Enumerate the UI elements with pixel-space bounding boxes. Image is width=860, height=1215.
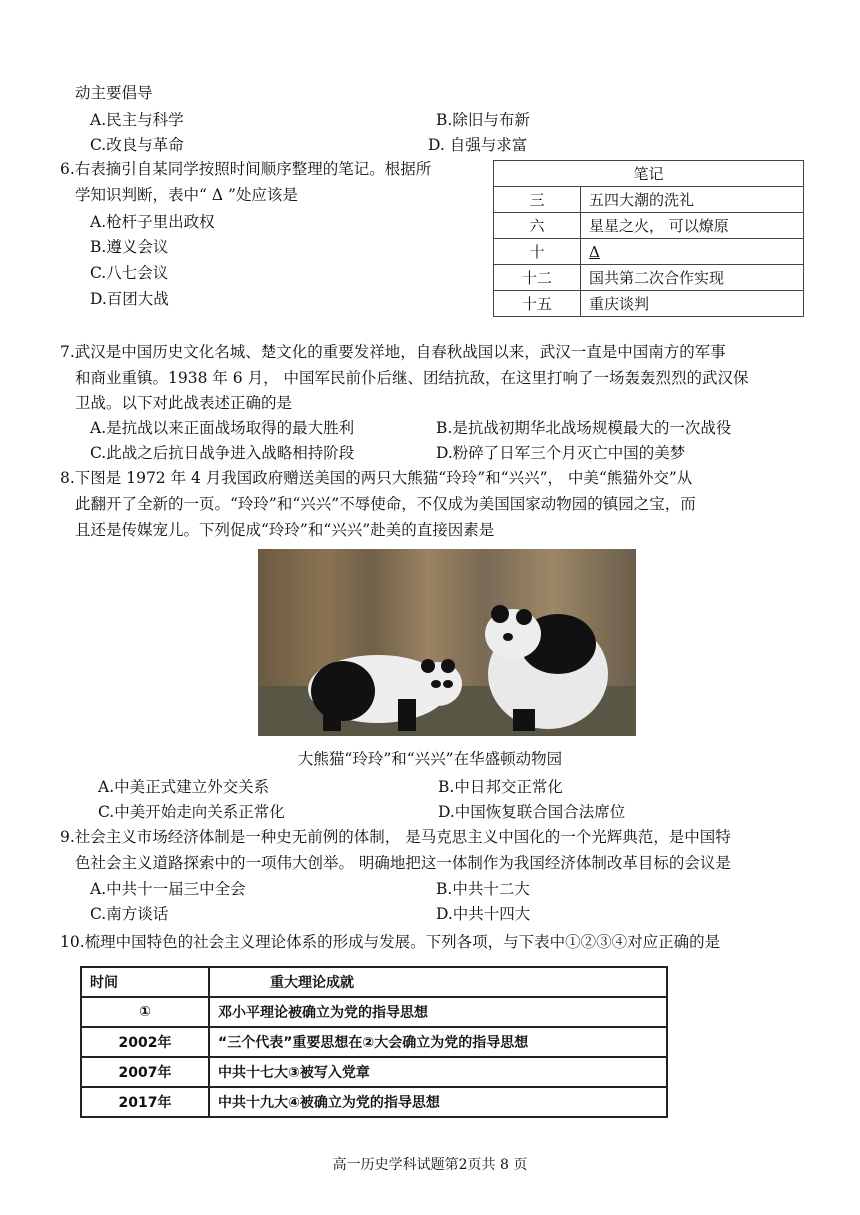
theory-achievement: 中共十七大③被写入党章 bbox=[209, 1057, 667, 1087]
q7-stem-line1: 7.武汉是中国历史文化名城、楚文化的重要发祥地，自春秋战国以来，武汉一直是中国南方的军事 bbox=[60, 343, 726, 361]
q5-option-c[interactable]: C.改良与革命 bbox=[90, 136, 184, 154]
notes-item: 重庆谈判 bbox=[581, 291, 804, 317]
table-row bbox=[494, 161, 804, 187]
notes-header: 笔记 bbox=[494, 161, 804, 187]
q9-option-b[interactable]: B.中共十二大 bbox=[436, 880, 530, 898]
theory-achievement: “三个代表”重要思想在②大会确立为党的指导思想 bbox=[209, 1027, 667, 1057]
photo-caption: 大熊猫“玲玲”和“兴兴”在华盛顿动物园 bbox=[297, 750, 563, 768]
q8-stem-line3: 且还是传媒宠儿。下列促成“玲玲”和“兴兴”赴美的直接因素是 bbox=[75, 521, 495, 539]
table-row bbox=[494, 187, 804, 213]
q7-option-d[interactable]: D.粉碎了日军三个月灭亡中国的美梦 bbox=[436, 444, 686, 462]
q7-option-b[interactable]: B.是抗战初期华北战场规模最大的一次战役 bbox=[436, 419, 732, 437]
notes-item: 国共第二次合作实现 bbox=[581, 265, 804, 291]
q5-stem-continuation: 动主要倡导 bbox=[75, 84, 153, 102]
q7-stem-line3: 卫战。以下对此战表述正确的是 bbox=[75, 394, 293, 412]
table-row bbox=[494, 213, 804, 239]
notes-chapter: 六 bbox=[494, 213, 581, 239]
q9-option-a[interactable]: A.中共十一届三中全会 bbox=[90, 880, 246, 898]
notes-chapter: 十二 bbox=[494, 265, 581, 291]
notes-chapter: 十 bbox=[494, 239, 581, 265]
theory-time: ① bbox=[81, 997, 209, 1027]
q10-theory-table bbox=[80, 966, 668, 1118]
table-row bbox=[81, 997, 667, 1027]
panda-left-illustration bbox=[308, 655, 462, 731]
q6-stem-line1: 6.右表摘引自某同学按照时间顺序整理的笔记。根据所 bbox=[60, 160, 432, 178]
table-row bbox=[81, 1087, 667, 1117]
q8-stem-line2: 此翻开了全新的一页。“玲玲”和“兴兴”不辱使命，不仅成为美国国家动物园的镇园之宝，而 bbox=[75, 495, 696, 513]
q6-notes-table bbox=[493, 160, 804, 317]
theory-time: 2017年 bbox=[81, 1087, 209, 1117]
q5-option-b[interactable]: B.除旧与布新 bbox=[436, 111, 530, 129]
table-row bbox=[494, 239, 804, 265]
q7-option-a[interactable]: A.是抗战以来正面战场取得的最大胜利 bbox=[90, 419, 355, 437]
q5-option-d[interactable]: D. 自强与求富 bbox=[428, 136, 528, 154]
q6-option-b[interactable]: B.遵义会议 bbox=[90, 238, 169, 256]
q8-option-c[interactable]: C.中美开始走向关系正常化 bbox=[98, 803, 285, 821]
panda-right-illustration bbox=[485, 605, 608, 731]
q6-stem-line2: 学知识判断，表中“ Δ ”处应该是 bbox=[75, 186, 298, 204]
theory-header-achievement: 重大理论成就 bbox=[209, 967, 667, 997]
theory-achievement: 邓小平理论被确立为党的指导思想 bbox=[209, 997, 667, 1027]
q6-option-a[interactable]: A.枪杆子里出政权 bbox=[90, 213, 215, 231]
q7-option-c[interactable]: C.此战之后抗日战争进入战略相持阶段 bbox=[90, 444, 355, 462]
notes-chapter: 十五 bbox=[494, 291, 581, 317]
notes-item: 五四大潮的洗礼 bbox=[581, 187, 804, 213]
notes-item-blank: Δ bbox=[581, 239, 804, 265]
table-row bbox=[81, 1027, 667, 1057]
q8-option-a[interactable]: A.中美正式建立外交关系 bbox=[98, 778, 270, 796]
q7-stem-line2: 和商业重镇。1938 年 6 月， 中国军民前仆后继、团结抗敌，在这里打响了一场轰轰烈烈的武汉保 bbox=[75, 369, 749, 387]
q9-option-c[interactable]: C.南方谈话 bbox=[90, 905, 169, 923]
table-row bbox=[494, 265, 804, 291]
q10-stem: 10.梳理中国特色的社会主义理论体系的形成与发展。下列各项，与下表中①②③④对应正确的是 bbox=[60, 933, 721, 951]
q6-option-c[interactable]: C.八七会议 bbox=[90, 264, 169, 282]
theory-time: 2007年 bbox=[81, 1057, 209, 1087]
notes-item: 星星之火， 可以燎原 bbox=[581, 213, 804, 239]
table-row bbox=[494, 291, 804, 317]
theory-time: 2002年 bbox=[81, 1027, 209, 1057]
page-footer: 高一历史学科试题第2页共 8 页 bbox=[332, 1157, 528, 1173]
theory-header-time: 时间 bbox=[81, 967, 209, 997]
panda-photo bbox=[258, 549, 636, 736]
q5-option-a[interactable]: A.民主与科学 bbox=[90, 111, 184, 129]
q9-option-d[interactable]: D.中共十四大 bbox=[436, 905, 531, 923]
q9-stem-line1: 9.社会主义市场经济体制是一种史无前例的体制， 是马克思主义中国化的一个光辉典范，是中国特 bbox=[60, 828, 731, 846]
notes-chapter: 三 bbox=[494, 187, 581, 213]
theory-achievement: 中共十九大④被确立为党的指导思想 bbox=[209, 1087, 667, 1117]
q6-option-d[interactable]: D.百团大战 bbox=[90, 290, 169, 308]
q8-option-b[interactable]: B.中日邦交正常化 bbox=[438, 778, 563, 796]
table-row bbox=[81, 967, 667, 997]
q8-option-d[interactable]: D.中国恢复联合国合法席位 bbox=[438, 803, 626, 821]
table-row bbox=[81, 1057, 667, 1087]
q8-stem-line1: 8.下图是 1972 年 4 月我国政府赠送美国的两只大熊猫“玲玲”和“兴兴”， 中美“熊猫外交”从 bbox=[60, 469, 693, 487]
q9-stem-line2: 色社会主义道路探索中的一项伟大创举。 明确地把这一体制作为我国经济体制改革目标的会议是 bbox=[75, 854, 731, 872]
